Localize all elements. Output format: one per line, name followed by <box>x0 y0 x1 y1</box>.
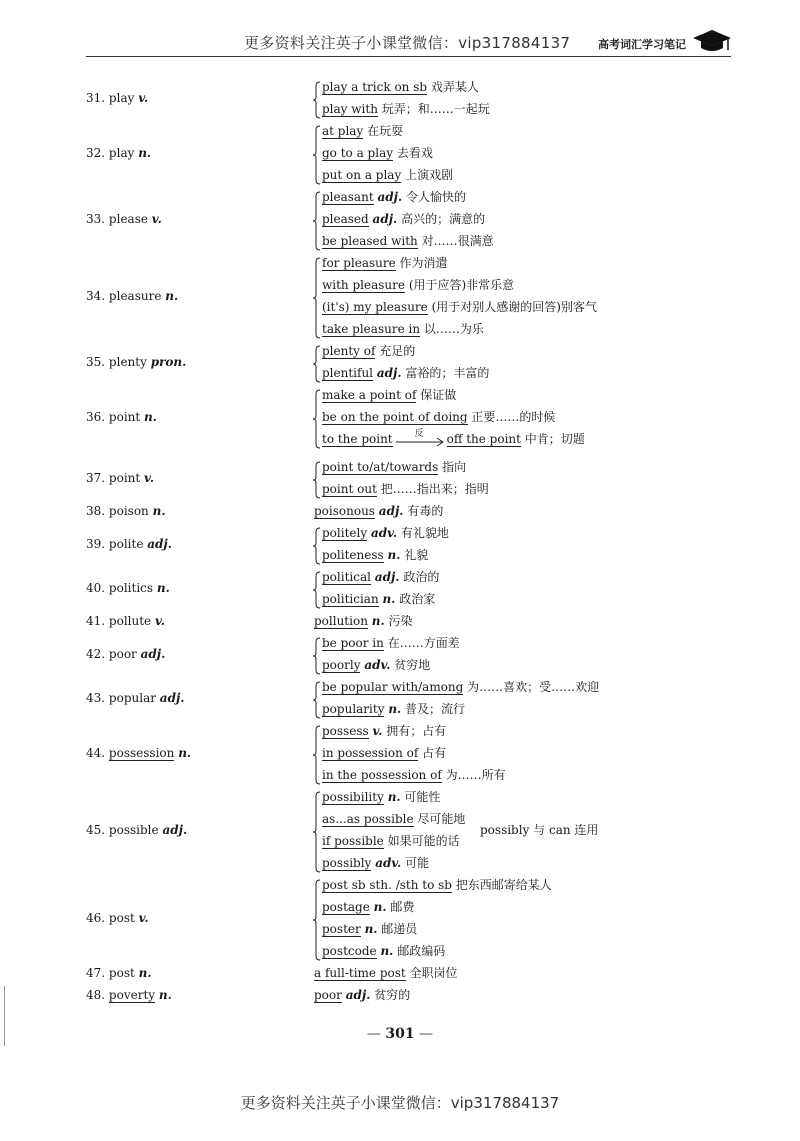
sub-entry <box>322 764 506 786</box>
phrase: politician <box>322 592 379 606</box>
phrase-pos: adj. <box>378 504 404 518</box>
brace-bracket <box>312 678 322 722</box>
phrase-pos: adj. <box>377 190 403 204</box>
phrase: in possession of <box>322 746 419 760</box>
sub-entry <box>322 252 448 274</box>
brace-bracket <box>312 342 322 386</box>
phrase-pos: v. <box>372 724 383 738</box>
entry-number: 39. <box>86 537 106 551</box>
phrase: possibly <box>322 856 372 870</box>
sub-entry <box>322 142 433 164</box>
antonym-arrow <box>393 428 447 447</box>
phrase-meaning: 邮政编码 <box>397 944 446 958</box>
brace-bracket <box>312 876 322 964</box>
headword <box>86 907 149 929</box>
phrase-meaning: 在……方面差 <box>387 636 460 650</box>
brace-bracket <box>312 188 322 254</box>
phrase-meaning: 戏弄某人 <box>430 80 479 94</box>
entry-number: 34. <box>86 289 106 303</box>
entry-word: possible <box>108 823 159 837</box>
sub-entry <box>322 698 465 720</box>
phrase: be popular with/among <box>322 680 464 694</box>
phrase-meaning: 拥有；占有 <box>386 724 447 738</box>
headword <box>86 142 151 164</box>
phrase-meaning: 把……指出来；指明 <box>380 482 489 496</box>
phrase: make a point of <box>322 388 417 402</box>
page-number-value: 301 <box>385 1026 415 1042</box>
phrase: in the possession of <box>322 768 442 782</box>
phrase-meaning: 政治的 <box>403 570 440 584</box>
phrase-meaning: 有毒的 <box>407 504 444 518</box>
sub-entry <box>322 940 445 962</box>
vocab-entry <box>0 676 800 720</box>
phrase: for pleasure <box>322 256 396 270</box>
phrase-meaning: 贫穷地 <box>394 658 431 672</box>
antonym-label: 反 <box>414 428 424 439</box>
sub-entry <box>314 610 413 632</box>
sub-entry <box>322 522 449 544</box>
phrase-meaning: 为……喜欢；受……欢迎 <box>467 680 600 694</box>
vocab-entry <box>0 874 800 962</box>
phrase: political <box>322 570 371 584</box>
phrase: put on a play <box>322 168 402 182</box>
phrase: be poor in <box>322 636 384 650</box>
sub-entry <box>322 478 489 500</box>
entry-number: 48. <box>86 988 106 1002</box>
entry-number: 38. <box>86 504 106 518</box>
sub-entry <box>314 500 443 522</box>
vocab-entry <box>0 384 800 450</box>
entry-word: pollute <box>108 614 152 628</box>
entry-word: point <box>108 410 141 424</box>
phrase-meaning: 政治家 <box>399 592 436 606</box>
headword <box>86 819 187 841</box>
phrase: postage <box>322 900 370 914</box>
brace-bracket <box>312 122 322 188</box>
phrase-meaning: 可能 <box>405 856 430 870</box>
sub-entry <box>322 918 417 940</box>
phrase-meaning: 正要……的时候 <box>471 410 556 424</box>
sub-entry <box>322 208 485 230</box>
phrase-pos: adj. <box>374 570 400 584</box>
entry-pos: n. <box>138 146 152 160</box>
entry-number: 40. <box>86 581 106 595</box>
phrase: at play <box>322 124 364 138</box>
phrase: to the point <box>322 432 393 446</box>
vocab-entry <box>0 500 800 522</box>
sub-entry <box>322 456 466 478</box>
sub-entry <box>322 830 460 852</box>
phrase-meaning: 邮递员 <box>381 922 418 936</box>
entry-pos: pron. <box>150 355 187 369</box>
vocab-entry <box>0 340 800 384</box>
phrase-meaning: 充足的 <box>379 344 416 358</box>
usage-note: possibly 与 can 连用 <box>480 823 599 837</box>
vocab-entry <box>0 522 800 566</box>
phrase-meaning: 礼貌 <box>404 548 429 562</box>
phrase: with pleasure <box>322 278 405 292</box>
phrase: post sb sth. /sth to sb <box>322 878 452 892</box>
brace-bracket <box>312 634 322 678</box>
headword <box>86 742 191 764</box>
entry-number: 47. <box>86 966 106 980</box>
phrase-pos: n. <box>371 614 385 628</box>
footer-promo: 更多资料关注英子小课堂微信：vip317884137 <box>240 1094 560 1112</box>
phrase-meaning: 上演戏剧 <box>405 168 454 182</box>
brace-bracket <box>312 568 322 612</box>
headword <box>86 984 172 1006</box>
phrase-meaning: 为……所有 <box>445 768 506 782</box>
brace-bracket <box>312 254 322 342</box>
headword <box>86 406 157 428</box>
phrase: plenty of <box>322 344 376 358</box>
phrase-meaning: 有礼貌地 <box>400 526 449 540</box>
phrase-meaning: 贫穷的 <box>374 988 411 1002</box>
sub-entry <box>322 808 465 830</box>
entry-pos: n. <box>138 966 152 980</box>
sub-entry <box>322 544 428 566</box>
entry-word: poor <box>108 647 137 661</box>
headword <box>86 351 186 373</box>
vocab-entry <box>0 186 800 252</box>
book-title: 高考词汇学习笔记 <box>598 38 686 51</box>
phrase: point to/at/towards <box>322 460 439 474</box>
entry-pos: n. <box>178 746 192 760</box>
entry-number: 45. <box>86 823 106 837</box>
phrase: be on the point of doing <box>322 410 468 424</box>
sub-entry <box>322 120 403 142</box>
sub-entry <box>322 384 456 406</box>
vocab-entry <box>0 566 800 610</box>
phrase-meaning: 玩弄；和……一起玩 <box>381 102 490 116</box>
sub-entry <box>322 896 414 918</box>
headword <box>86 687 184 709</box>
phrase-meaning: 指向 <box>442 460 467 474</box>
phrase-pos: adj. <box>376 366 402 380</box>
vocab-entry <box>0 786 800 874</box>
headword <box>86 610 165 632</box>
phrase-meaning: 全职岗位 <box>409 966 458 980</box>
phrase-meaning: 可能性 <box>404 790 441 804</box>
phrase: possibility <box>322 790 384 804</box>
entry-pos: adj. <box>140 647 166 661</box>
entry-word: please <box>108 212 148 226</box>
entry-number: 37. <box>86 471 106 485</box>
entry-pos: v. <box>138 91 149 105</box>
entry-pos: n. <box>152 504 166 518</box>
entry-word: polite <box>108 537 144 551</box>
entry-word: point <box>108 471 141 485</box>
sub-entry <box>322 632 460 654</box>
entry-pos: adj. <box>162 823 188 837</box>
phrase-meaning: 富裕的；丰富的 <box>405 366 490 380</box>
phrase-meaning: 污染 <box>388 614 413 628</box>
sub-entry <box>322 164 453 186</box>
phrase: go to a play <box>322 146 394 160</box>
phrase-pos: adv. <box>364 658 391 672</box>
brace-bracket <box>312 386 322 452</box>
header-promo: 更多资料关注英子小课堂微信：vip317884137 <box>244 34 571 52</box>
brace-bracket <box>312 78 322 122</box>
phrase-pos: n. <box>382 592 396 606</box>
sub-entry <box>322 742 446 764</box>
entry-pos: v. <box>154 614 165 628</box>
phrase-pos: adj. <box>372 212 398 226</box>
entry-number: 31. <box>86 91 106 105</box>
sub-entry <box>322 362 489 384</box>
entry-pos: n. <box>144 410 157 424</box>
entry-number: 36. <box>86 410 106 424</box>
phrase-meaning: (用于对别人感谢的回答)别客气 <box>431 300 597 314</box>
sub-entry <box>322 186 466 208</box>
entry-word: post <box>108 966 135 980</box>
phrase: pleasant <box>322 190 374 204</box>
sub-entry <box>322 230 494 252</box>
headword <box>86 500 166 522</box>
entry-number: 33. <box>86 212 106 226</box>
sub-entry <box>322 588 435 610</box>
phrase: pleased <box>322 212 369 226</box>
sub-entry <box>322 98 490 120</box>
sub-entry <box>322 318 484 340</box>
phrase: politeness <box>322 548 384 562</box>
entry-word: poison <box>108 504 149 518</box>
vocab-entry <box>0 252 800 340</box>
phrase: as...as possible <box>322 812 414 826</box>
phrase: pollution <box>314 614 368 628</box>
entry-number: 32. <box>86 146 106 160</box>
phrase-meaning: 在玩耍 <box>367 124 404 138</box>
entry-number: 46. <box>86 911 106 925</box>
sub-entry <box>322 566 439 588</box>
vocab-entry <box>0 456 800 500</box>
sub-entry <box>322 654 430 676</box>
vocab-entry <box>0 120 800 186</box>
entry-word: play <box>108 91 135 105</box>
phrase-meaning: 去看戏 <box>396 146 433 160</box>
sub-entry <box>322 274 514 296</box>
phrase: plentiful <box>322 366 374 380</box>
phrase-pos: n. <box>373 900 387 914</box>
phrase-meaning: 作为消遣 <box>399 256 448 270</box>
phrase: possess <box>322 724 369 738</box>
brace-bracket <box>312 722 322 788</box>
phrase-pos: adv. <box>375 856 402 870</box>
phrase-meaning: 保证做 <box>420 388 457 402</box>
phrase: play a trick on sb <box>322 80 428 94</box>
sub-entry <box>322 720 446 742</box>
sub-entry <box>322 786 440 808</box>
phrase: poisonous <box>314 504 375 518</box>
phrase-pos: n. <box>387 790 401 804</box>
phrase: point out <box>322 482 377 496</box>
entry-word: politics <box>108 581 154 595</box>
vocab-entry <box>0 632 800 676</box>
vocab-entry <box>0 962 800 984</box>
entry-pos: v. <box>151 212 162 226</box>
phrase-pos: n. <box>364 922 378 936</box>
antonym-phrase: off the point <box>446 432 521 446</box>
entry-word: play <box>108 146 135 160</box>
phrase-meaning: 中肯；切题 <box>524 432 585 446</box>
sub-entry <box>314 962 458 984</box>
phrase-meaning: 把东西邮寄给某人 <box>455 878 552 892</box>
headword <box>86 962 152 984</box>
vocab-entry <box>0 76 800 120</box>
entry-pos: v. <box>144 471 154 485</box>
sub-entry <box>322 852 429 874</box>
headword <box>86 87 148 109</box>
sub-entry <box>322 428 585 450</box>
phrase: popularity <box>322 702 385 716</box>
headword <box>86 577 170 599</box>
entry-word: pleasure <box>108 289 162 303</box>
phrase: (it's) my pleasure <box>322 300 428 314</box>
entry-number: 41. <box>86 614 106 628</box>
sub-entry <box>322 874 552 896</box>
phrase-meaning: 令人愉快的 <box>405 190 466 204</box>
phrase-meaning: 如果可能的话 <box>387 834 460 848</box>
phrase: play with <box>322 102 378 116</box>
phrase-meaning: (用于应答)非常乐意 <box>408 278 515 292</box>
phrase-meaning: 高兴的；满意的 <box>401 212 486 226</box>
brace-bracket <box>312 788 322 876</box>
headword <box>86 285 178 307</box>
entry-word: plenty <box>108 355 147 369</box>
entry-word: possession <box>108 746 175 760</box>
entry-word: popular <box>108 691 156 705</box>
entry-pos: adj. <box>159 691 185 705</box>
headword <box>86 208 162 230</box>
entry-pos: n. <box>165 289 179 303</box>
phrase: poorly <box>322 658 361 672</box>
headword <box>86 643 165 665</box>
entry-pos: n. <box>156 581 170 595</box>
entry-pos: adj. <box>147 537 172 551</box>
phrase-meaning: 占有 <box>422 746 447 760</box>
vocab-entry <box>0 610 800 632</box>
page-number: — 301 — <box>366 1026 434 1042</box>
phrase-meaning: 邮费 <box>390 900 415 914</box>
sub-entry <box>322 340 415 362</box>
phrase-meaning: 对……很满意 <box>421 234 494 248</box>
sub-entry <box>314 984 410 1006</box>
entry-number: 35. <box>86 355 106 369</box>
phrase: take pleasure in <box>322 322 421 336</box>
entry-pos: v. <box>138 911 149 925</box>
entry-number: 44. <box>86 746 106 760</box>
entry-number: 42. <box>86 647 106 661</box>
vocab-entry <box>0 720 800 786</box>
phrase-pos: n. <box>387 548 401 562</box>
vocab-entry <box>0 984 800 1006</box>
entry-word: poverty <box>108 988 156 1002</box>
phrase-pos: adv. <box>370 526 398 540</box>
phrase: postcode <box>322 944 377 958</box>
entry-word: post <box>108 911 135 925</box>
phrase: a full-time post <box>314 966 406 980</box>
phrase-meaning: 尽可能地 <box>417 812 466 826</box>
sub-entry <box>322 676 599 698</box>
sub-entry <box>322 406 555 428</box>
sub-entry <box>322 76 479 98</box>
phrase-pos: n. <box>388 702 402 716</box>
sub-entry <box>322 296 597 318</box>
headword <box>86 533 172 555</box>
phrase: politely <box>322 526 368 540</box>
phrase: poor <box>314 988 342 1002</box>
phrase-pos: n. <box>380 944 394 958</box>
phrase: poster <box>322 922 361 936</box>
brace-bracket <box>312 524 322 568</box>
phrase-pos: adj. <box>345 988 371 1002</box>
brace-bracket <box>312 458 322 502</box>
phrase: if possible <box>322 834 384 848</box>
phrase-meaning: 以……为乐 <box>423 322 484 336</box>
headword <box>86 467 154 489</box>
entry-number: 43. <box>86 691 106 705</box>
phrase: be pleased with <box>322 234 418 248</box>
entry-pos: n. <box>158 988 172 1002</box>
phrase-meaning: 普及；流行 <box>405 702 466 716</box>
